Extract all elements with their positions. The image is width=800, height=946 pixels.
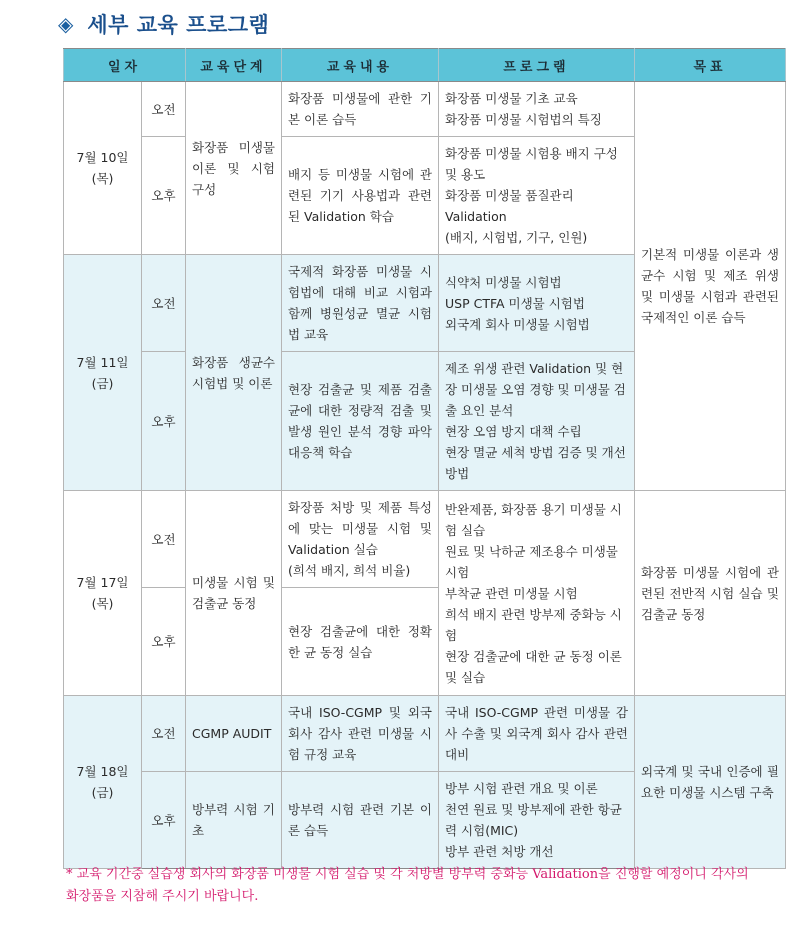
am-label: 오전 xyxy=(142,696,186,772)
program-line: 희석 배지 관련 방부제 중화능 시험 xyxy=(445,606,622,643)
weekday-label: (금) xyxy=(91,375,114,391)
table-row xyxy=(64,82,786,137)
column-header-date: 일자 xyxy=(64,49,186,82)
am-label: 오전 xyxy=(142,82,186,137)
weekday-label: (목) xyxy=(91,596,114,611)
program-line: 원료 및 낙하균 제조용수 미생물 시험 xyxy=(445,543,618,580)
goal-cell: 기본적 미생물 이론과 생균수 시험 및 제조 위생 및 미생물 시험과 관련된 국제적인 이론 습득 xyxy=(635,82,786,491)
program-line: 외국계 회사 미생물 시험법 xyxy=(445,316,590,332)
program-cell xyxy=(439,137,635,255)
program-cell xyxy=(439,352,635,491)
program-line: (배지, 시험법, 기구, 인원) xyxy=(445,230,588,245)
program-line: 제조 위생 관련 Validation 및 현장 미생물 오염 경향 및 미생물 검출 요인 분석 xyxy=(445,361,626,418)
program-line: 식약처 미생물 시험법 xyxy=(445,274,562,290)
stage-cell: CGMP AUDIT xyxy=(186,696,282,772)
date-cell xyxy=(64,255,142,491)
program-line: 화장품 미생물 시험용 배지 구성 및 용도 xyxy=(445,146,618,182)
diamond-bullet-icon: ◈ xyxy=(58,12,74,36)
program-cell: 국내 ISO-CGMP 관련 미생물 감사 수출 및 외국계 회사 감사 관련 대비 xyxy=(439,696,635,772)
pm-label: 오후 xyxy=(142,588,186,696)
weekday-label: (목) xyxy=(91,171,114,186)
pm-label: 오후 xyxy=(142,772,186,869)
program-line: 방부 시험 관련 개요 및 이론 xyxy=(445,781,598,796)
date-cell xyxy=(64,82,142,255)
content-cell: 배지 등 미생물 시험에 관련된 기기 사용법과 관련된 Validation 학습 xyxy=(282,137,439,255)
stage-cell: 미생물 시험 및 검출균 동정 xyxy=(186,491,282,696)
table-header-row xyxy=(64,49,786,82)
content-cell: 현장 검출균에 대한 정확한 균 동정 실습 xyxy=(282,588,439,696)
program-line: 화장품 미생물 기초 교육 xyxy=(445,91,578,106)
am-label: 오전 xyxy=(142,255,186,352)
date-label: 7월 18일 xyxy=(76,764,129,779)
program-line: 반완제품, 화장품 용기 미생물 시험 실습 xyxy=(445,501,622,538)
program-line: 현장 검출균에 대한 균 동정 이론 및 실습 xyxy=(445,648,622,685)
column-header-goal: 목표 xyxy=(635,49,786,82)
date-cell xyxy=(64,696,142,869)
section-heading xyxy=(58,6,269,42)
date-label: 7월 11일 xyxy=(76,354,129,370)
date-label: 7월 17일 xyxy=(76,575,129,590)
program-line: 화장품 미생물 시험법의 특징 xyxy=(445,112,602,127)
am-label: 오전 xyxy=(142,491,186,588)
pm-label: 오후 xyxy=(142,137,186,255)
program-cell xyxy=(439,772,635,869)
content-cell: 현장 검출균 및 제품 검출균에 대한 정량적 검출 및 발생 원인 분석 경향 파악 대응책 학습 xyxy=(282,352,439,491)
program-cell xyxy=(439,82,635,137)
content-text: 화장품 처방 및 제품 특성에 맞는 미생물 시험 및 Validation 실습 xyxy=(288,500,432,557)
pm-label: 오후 xyxy=(142,352,186,491)
program-line: 천연 원료 및 방부제에 관한 항균력 시험(MIC) xyxy=(445,802,622,838)
goal-cell: 화장품 미생물 시험에 관련된 전반적 시험 실습 및 검출균 동정 xyxy=(635,491,786,696)
program-line: USP CTFA 미생물 시험법 xyxy=(445,295,585,311)
stage-cell: 화장품 미생물 이론 및 시험 구성 xyxy=(186,82,282,255)
schedule-table xyxy=(63,48,786,869)
stage-cell: 방부력 시험 기초 xyxy=(186,772,282,869)
program-line: 화장품 미생물 품질관리 Validation xyxy=(445,188,574,224)
column-header-stage: 교육단계 xyxy=(186,49,282,82)
table-row xyxy=(64,491,786,588)
program-line: 방부 관련 처방 개선 xyxy=(445,844,554,859)
date-cell xyxy=(64,491,142,696)
content-cell xyxy=(282,491,439,588)
program-line: 부착균 관련 미생물 시험 xyxy=(445,585,578,601)
program-line: 현장 오염 방지 대책 수립 xyxy=(445,424,582,439)
content-cell: 방부력 시험 관련 기본 이론 습득 xyxy=(282,772,439,869)
weekday-label: (금) xyxy=(91,785,114,800)
column-header-content: 교육내용 xyxy=(282,49,439,82)
goal-cell: 외국계 및 국내 인증에 필요한 미생물 시스템 구축 xyxy=(635,696,786,869)
footnote: * 교육 기간중 실습생 회사의 화장품 미생물 시험 실습 및 각 처방별 방부력 중화능 Validation을 진행할 예정이니 각사의 화장품을 지참해 주시기 바랍니다. xyxy=(66,867,749,904)
program-line: 현장 멸균 세척 방법 검증 및 개선 방법 xyxy=(445,445,626,481)
program-cell xyxy=(439,491,635,696)
stage-cell: 화장품 생균수 시험법 및 이론 xyxy=(186,255,282,491)
content-cell: 화장품 미생물에 관한 기본 이론 습득 xyxy=(282,82,439,137)
column-header-program: 프로그램 xyxy=(439,49,635,82)
content-cell: 국내 ISO-CGMP 및 외국 회사 감사 관련 미생물 시험 규정 교육 xyxy=(282,696,439,772)
page-title: 세부 교육 프로그램 xyxy=(87,13,270,37)
date-label: 7월 10일 xyxy=(76,150,129,165)
program-cell xyxy=(439,255,635,352)
table-row xyxy=(64,696,786,772)
content-cell: 국제적 화장품 미생물 시험법에 대해 비교 시험과 함께 병원성균 멸균 시험법 교육 xyxy=(282,255,439,352)
content-note: (희석 배지, 희석 비율) xyxy=(288,563,411,578)
